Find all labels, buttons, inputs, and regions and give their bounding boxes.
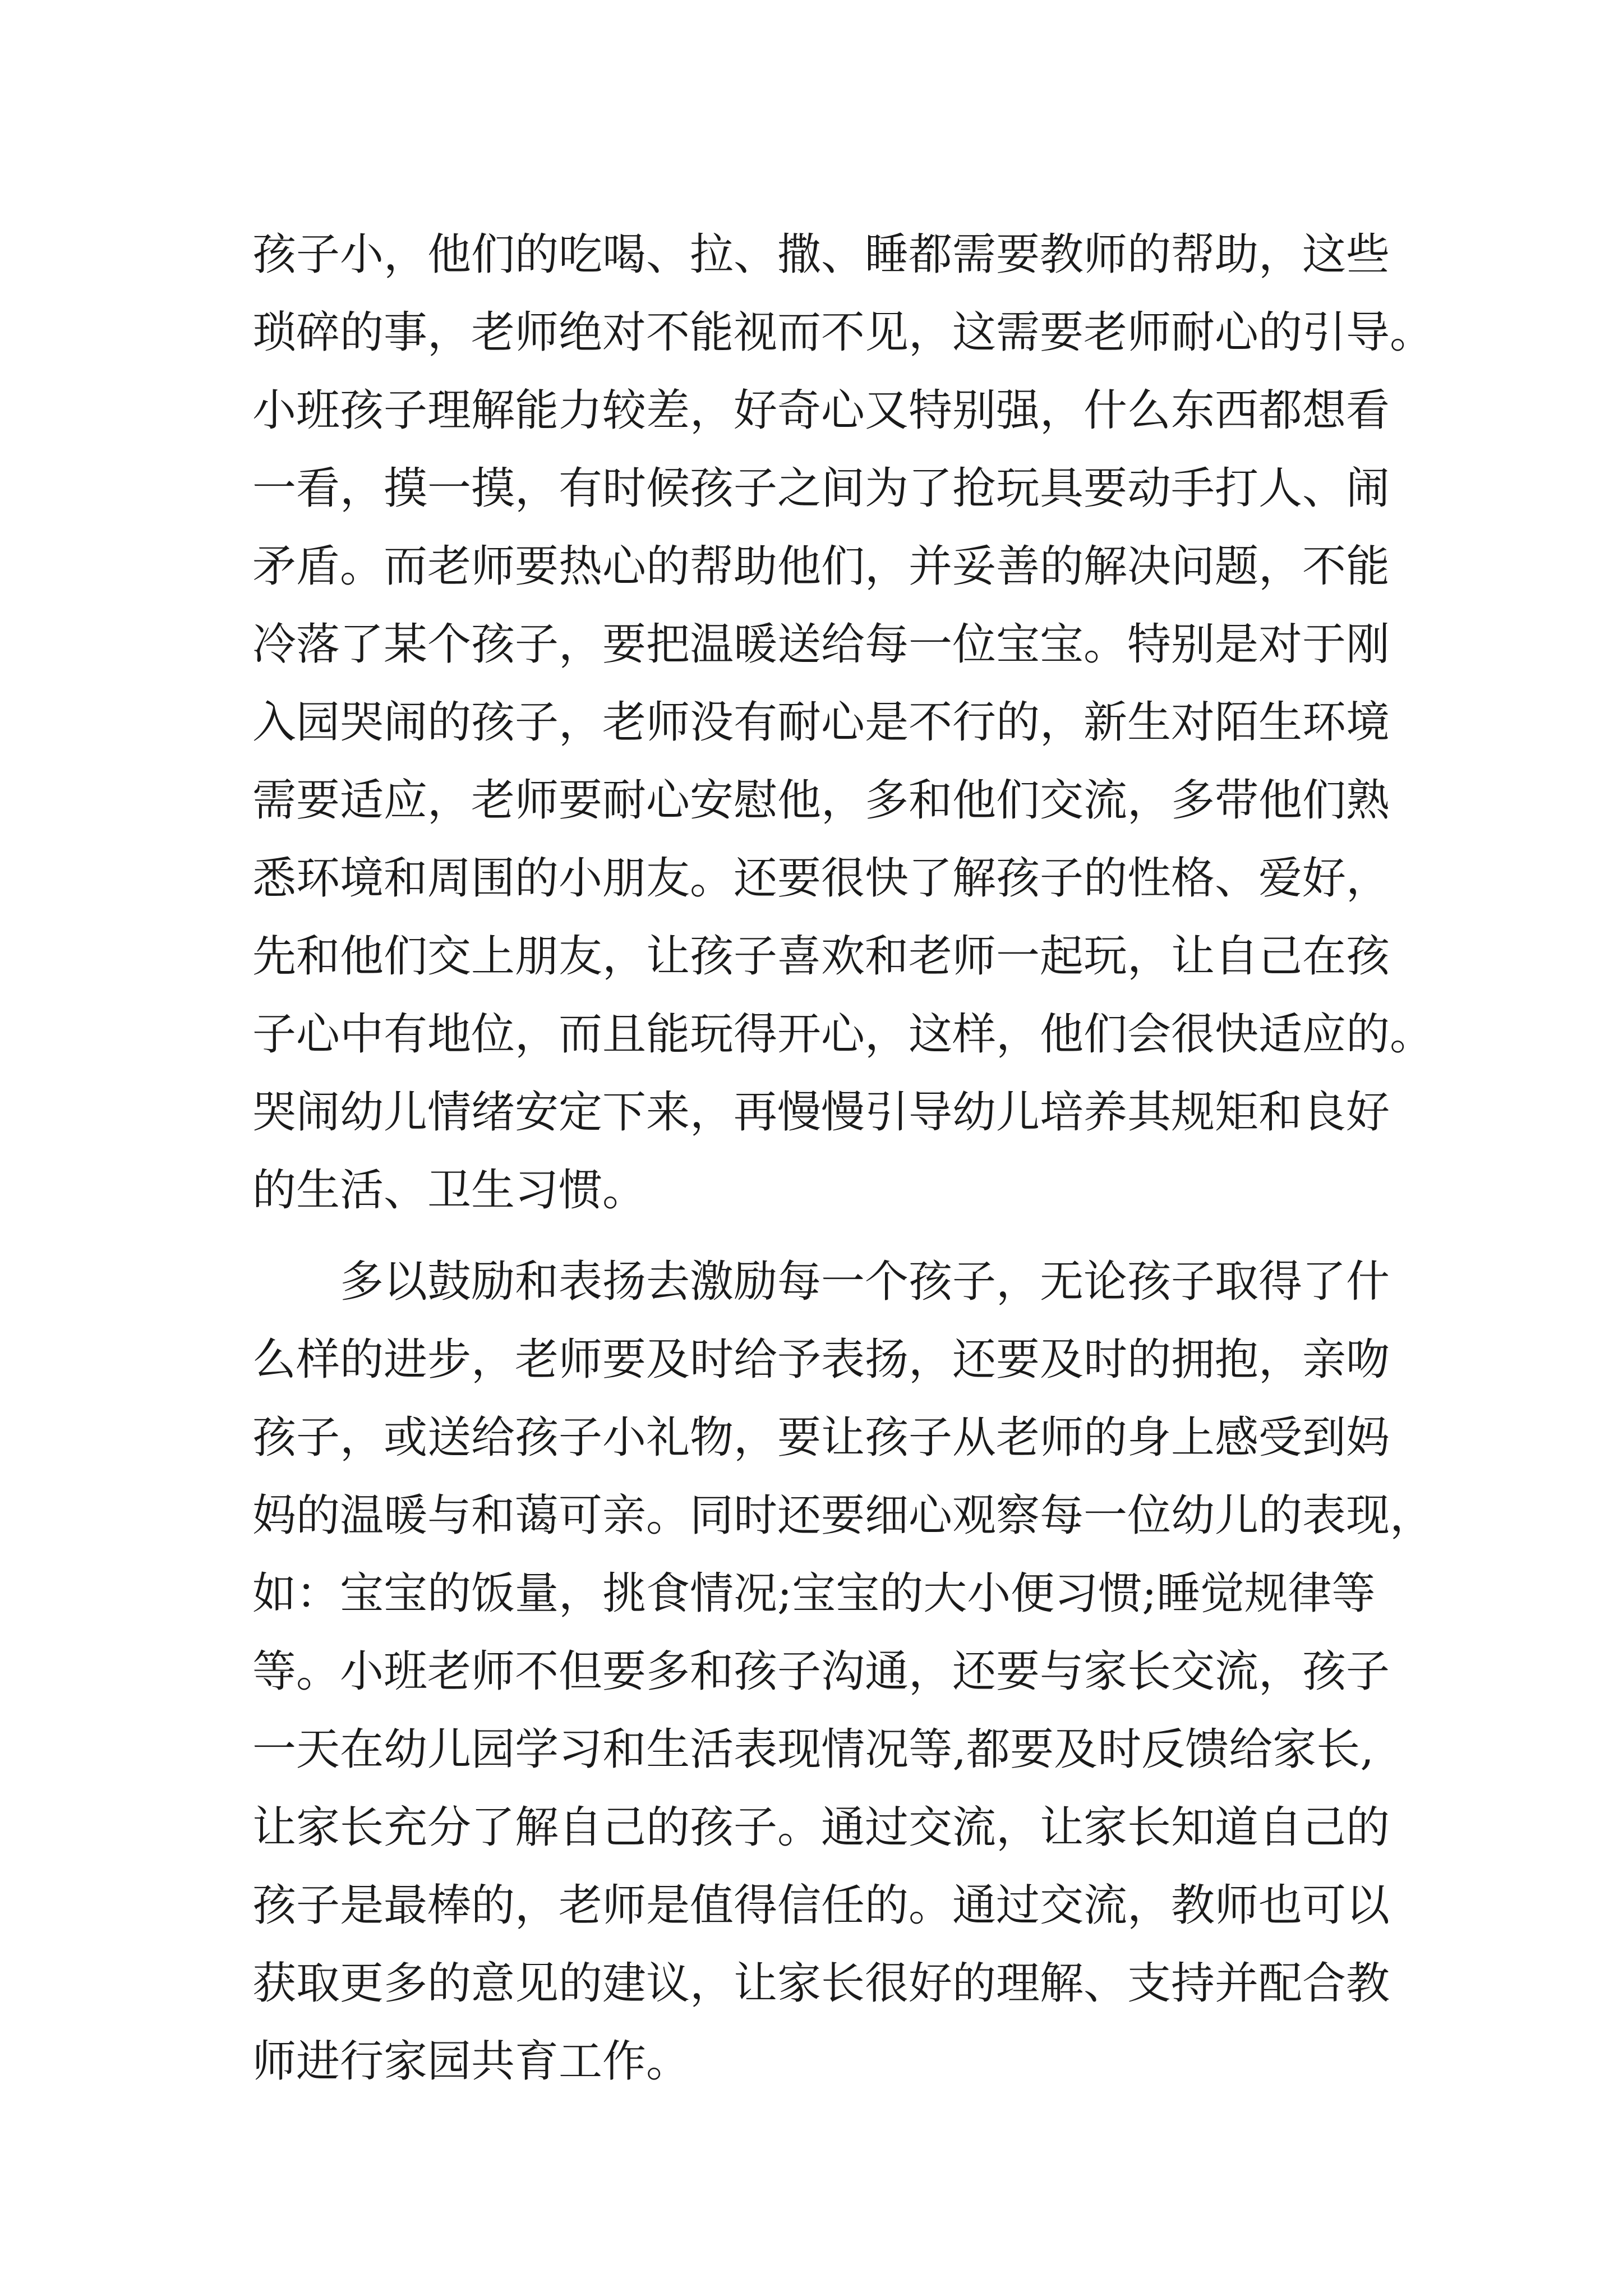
text-line: 需要适应，老师要耐心安慰他，多和他们交流，多带他们熟: [252, 775, 1390, 826]
paragraph-2: [252, 1243, 1434, 2101]
text-line: 小班孩子理解能力较差，好奇心又特别强，什么东西都想看: [252, 385, 1390, 436]
text-line: 如：宝宝的饭量，挑食情况;宝宝的大小便习惯;睡觉规律等: [252, 1568, 1376, 1619]
text-line: 的生活、卫生习惯。: [252, 1165, 647, 1216]
text-line: 一看，摸一摸，有时候孩子之间为了抢玩具要动手打人、闹: [252, 463, 1390, 514]
text-line: 入园哭闹的孩子，老师没有耐心是不行的，新生对陌生环境: [252, 697, 1390, 748]
paragraph-spacer: [252, 1230, 1374, 1243]
text-line: 子心中有地位，而且能玩得开心，这样，他们会很快适应的。: [252, 1009, 1434, 1060]
text-line: 么样的进步，老师要及时给予表扬，还要及时的拥抱，亲吻: [252, 1335, 1390, 1385]
text-line: 哭闹幼儿情绪安定下来，再慢慢引导幼儿培养其规矩和良好: [252, 1087, 1390, 1138]
body-text: [252, 216, 1434, 2101]
text-line: 师进行家园共育工作。: [252, 2036, 690, 2087]
text-line: 一天在幼儿园学习和生活表现情况等,都要及时反馈给家长,: [252, 1724, 1374, 1775]
paragraph-1: [252, 216, 1434, 1230]
text-line: 矛盾。而老师要热心的帮助他们，并妥善的解决问题，不能: [252, 541, 1390, 592]
text-line: 多以鼓励和表扬去激励每一个孩子，无论孩子取得了什: [340, 1257, 1390, 1307]
text-line: 琐碎的事，老师绝对不能视而不见，这需要老师耐心的引导。: [252, 307, 1434, 358]
text-line: 等。小班老师不但要多和孩子沟通，还要与家长交流，孩子: [252, 1646, 1390, 1697]
text-line: 妈的温暖与和蔼可亲。同时还要细心观察每一位幼儿的表现，: [252, 1490, 1434, 1541]
text-line: 孩子是最棒的，老师是值得信任的。通过交流，教师也可以: [252, 1880, 1390, 1931]
text-line: 孩子小，他们的吃喝、拉、撒、睡都需要教师的帮助，这些: [252, 229, 1390, 280]
text-line: 让家长充分了解自己的孩子。通过交流，让家长知道自己的: [252, 1802, 1390, 1853]
text-line: 孩子，或送给孩子小礼物，要让孩子从老师的身上感受到妈: [252, 1412, 1390, 1463]
text-line: 悉环境和周围的小朋友。还要很快了解孩子的性格、爱好，: [252, 853, 1390, 904]
text-line: 先和他们交上朋友，让孩子喜欢和老师一起玩，让自己在孩: [252, 931, 1390, 982]
text-line: 冷落了某个孩子，要把温暖送给每一位宝宝。特别是对于刚: [252, 619, 1390, 670]
text-line: 获取更多的意见的建议，让家长很好的理解、支持并配合教: [252, 1958, 1390, 2009]
